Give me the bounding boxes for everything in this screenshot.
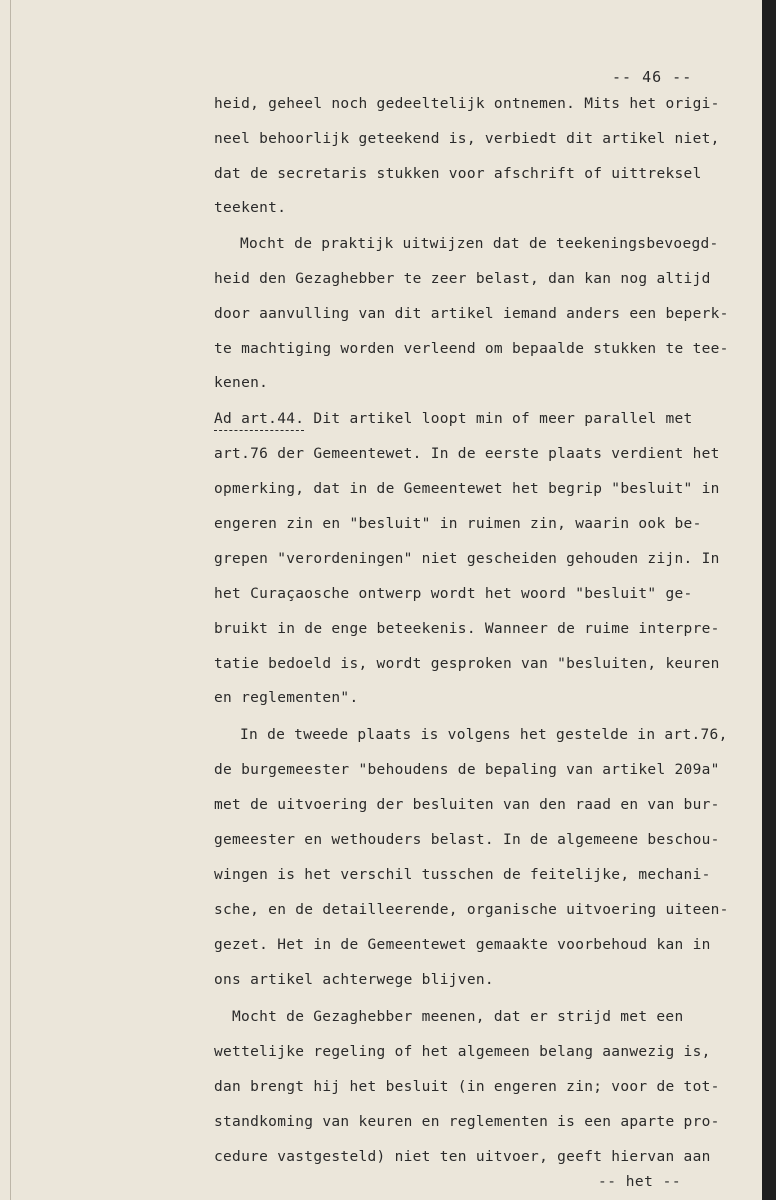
page-number: -- 46 -- bbox=[612, 68, 693, 86]
text-line: door aanvulling van dit artikel iemand anders een beperk- bbox=[214, 306, 729, 322]
text-line: cedure vastgesteld) niet ten uitvoer, geeft hiervan aan bbox=[214, 1149, 711, 1165]
text-line: wettelijke regeling of het algemeen belang aanwezig is, bbox=[214, 1044, 711, 1060]
text-line: opmerking, dat in de Gemeentewet het begrip "besluit" in bbox=[214, 481, 720, 497]
text-line: bruikt in de enge beteekenis. Wanneer de ruime interpre- bbox=[214, 621, 720, 637]
text-line: met de uitvoering der besluiten van den raad en van bur- bbox=[214, 797, 720, 813]
catchword: -- het -- bbox=[598, 1174, 682, 1190]
binding-margin-line bbox=[10, 0, 11, 1200]
text-line: engeren zin en "besluit" in ruimen zin, waarin ook be- bbox=[214, 516, 702, 532]
text-line: gezet. Het in de Gemeentewet gemaakte voorbehoud kan in bbox=[214, 937, 711, 953]
text-line: standkoming van keuren en reglementen is een aparte pro- bbox=[214, 1114, 720, 1130]
text-line: sche, en de detailleerende, organische uitvoering uiteen- bbox=[214, 902, 729, 918]
text-line: tatie bedoeld is, wordt gesproken van "besluiten, keuren bbox=[214, 656, 720, 672]
text-line: Mocht de praktijk uitwijzen dat de teekeningsbevoegd- bbox=[240, 236, 719, 252]
text-line: grepen "verordeningen" niet gescheiden gehouden zijn. In bbox=[214, 551, 720, 567]
article-reference-underline bbox=[214, 430, 304, 431]
text-line: wingen is het verschil tusschen de feitelijke, mechani- bbox=[214, 867, 711, 883]
text-line: Mocht de Gezaghebber meenen, dat er strijd met een bbox=[232, 1009, 684, 1025]
text-line: de burgemeester "behoudens de bepaling van artikel 209a" bbox=[214, 762, 720, 778]
text-line: neel behoorlijk geteekend is, verbiedt dit artikel niet, bbox=[214, 131, 720, 147]
text-line: ons artikel achterwege blijven. bbox=[214, 972, 494, 988]
text-line: teekent. bbox=[214, 200, 287, 216]
text-line: heid den Gezaghebber te zeer belast, dan kan nog altijd bbox=[214, 271, 711, 287]
article-reference-text: Ad art.44. bbox=[214, 411, 305, 427]
text-line: en reglementen". bbox=[214, 690, 359, 706]
text-line: Dit artikel loopt min of meer parallel met bbox=[313, 411, 693, 427]
text-line: te machtiging worden verleend om bepaalde stukken te tee- bbox=[214, 341, 729, 357]
text-line: gemeester en wethouders belast. In de algemeene beschou- bbox=[214, 832, 720, 848]
text-line: het Curaçaosche ontwerp wordt het woord "besluit" ge- bbox=[214, 586, 693, 602]
text-line: art.76 der Gemeentewet. In de eerste plaats verdient het bbox=[214, 446, 720, 462]
text-line: dan brengt hij het besluit (in engeren zin; voor de tot- bbox=[214, 1079, 720, 1095]
text-line: dat de secretaris stukken voor afschrift of uittreksel bbox=[214, 166, 702, 182]
text-line: In de tweede plaats is volgens het gestelde in art.76, bbox=[240, 727, 728, 743]
page-edge-shadow bbox=[762, 0, 776, 1200]
text-line: kenen. bbox=[214, 375, 269, 391]
article-heading-line bbox=[214, 411, 693, 427]
text-line: heid, geheel noch gedeeltelijk ontnemen. Mits het origi- bbox=[214, 96, 720, 112]
article-reference bbox=[214, 411, 304, 427]
